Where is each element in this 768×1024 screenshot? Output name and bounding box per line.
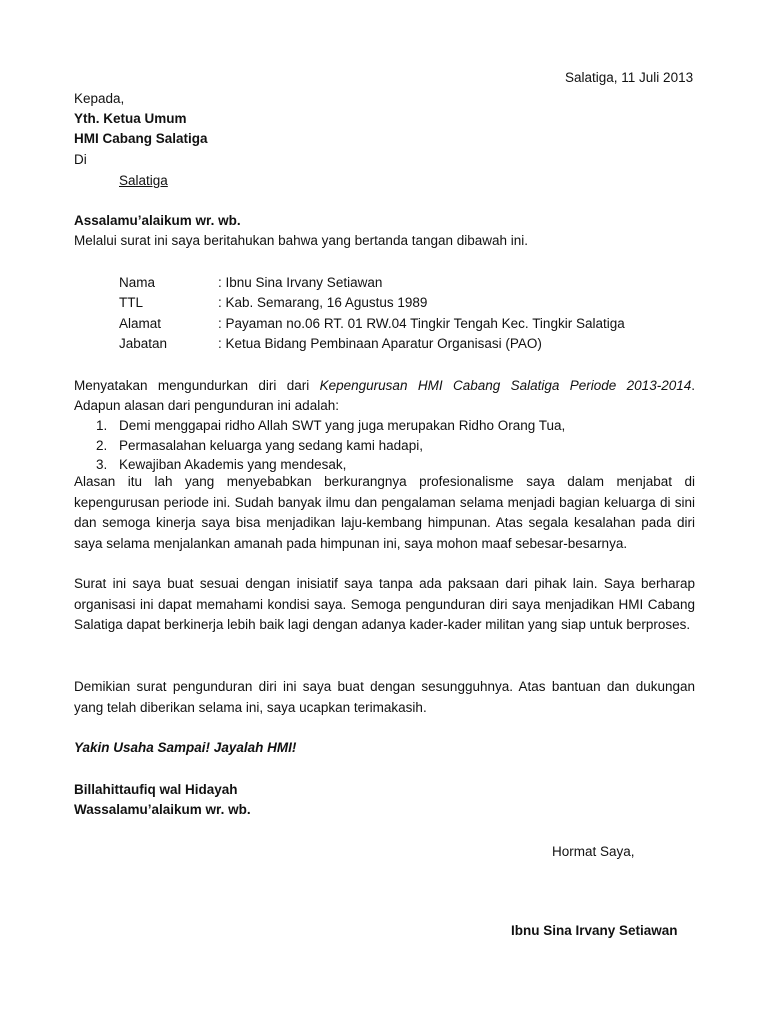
reason-item xyxy=(96,416,565,436)
reason-text: Kewajiban Akademis yang mendesak, xyxy=(119,457,347,472)
addressee-yth: Yth. Ketua Umum xyxy=(74,111,187,126)
reason-text: Permasalahan keluarga yang sedang kami hadapi, xyxy=(119,438,423,453)
reason-text: Demi menggapai ridho Allah SWT yang juga merupakan Ridho Orang Tua, xyxy=(119,418,566,433)
reason-item xyxy=(96,436,423,456)
identity-label: Nama xyxy=(119,275,156,290)
identity-row-ttl xyxy=(119,293,427,313)
addressee-city: Salatiga xyxy=(119,173,168,188)
identity-value: : Kab. Semarang, 16 Agustus 1989 xyxy=(218,295,428,310)
identity-value: : Ibnu Sina Irvany Setiawan xyxy=(218,275,383,290)
signer-name: Ibnu Sina Irvany Setiawan xyxy=(511,923,678,938)
signoff: Hormat Saya, xyxy=(552,844,635,859)
statement-post: . xyxy=(691,378,695,393)
body-paragraph-1: Alasan itu lah yang menyebabkan berkurangnya profesionalisme saya dalam menjabat di kepengurusan periode ini. Sudah banyak ilmu dan pengalaman selama menjadi bagian keluarga di sini dan semoga kinerja saya bisa menjadikan laju-kembang himpunan. Atas segala kesalahan pada diri saya selama menjalankan amanah pada himpunan ini, saya mohon maaf sebesar-besarnya. xyxy=(74,474,695,551)
statement-reasons-intro: Adapun alasan dari pengunduran ini adalah: xyxy=(74,398,339,413)
statement-period: Kepengurusan HMI Cabang Salatiga Periode 2013-2014 xyxy=(319,378,692,393)
reason-number: 1. xyxy=(96,418,108,433)
identity-row-name xyxy=(119,273,382,293)
statement-line xyxy=(74,376,695,396)
identity-label: Jabatan xyxy=(119,336,168,351)
closing-line-2: Wassalamu’alaikum wr. wb. xyxy=(74,802,251,817)
addressee-to: Kepada, xyxy=(74,91,125,106)
intro-text: Melalui surat ini saya beritahukan bahwa yang bertanda tangan dibawah ini. xyxy=(74,233,529,248)
identity-value: : Ketua Bidang Pembinaan Aparatur Organisasi (PAO) xyxy=(218,336,542,351)
identity-row-jabatan xyxy=(119,334,542,354)
addressee-org: HMI Cabang Salatiga xyxy=(74,131,208,146)
greeting: Assalamu’alaikum wr. wb. xyxy=(74,213,241,228)
closing-line-1: Billahittaufiq wal Hidayah xyxy=(74,782,238,797)
place-date: Salatiga, 11 Juli 2013 xyxy=(565,70,694,85)
body-paragraph-2: Surat ini saya buat sesuai dengan inisiatif saya tanpa ada paksaan dari pihak lain. Saya berharap organisasi ini dapat memahami kondisi saya. Semoga pengunduran diri saya menjadikan HMI Cabang Salatiga dapat berkinerja lebih baik lagi dengan adanya kader-kader militan yang siap untuk berproses. xyxy=(74,576,695,633)
reason-number: 2. xyxy=(96,438,108,453)
identity-label: Alamat xyxy=(119,316,162,331)
identity-row-alamat xyxy=(119,314,625,334)
motto: Yakin Usaha Sampai! Jayalah HMI! xyxy=(74,740,297,755)
addressee-di: Di xyxy=(74,152,87,167)
reason-number: 3. xyxy=(96,457,108,472)
identity-value: : Payaman no.06 RT. 01 RW.04 Tingkir Tengah Kec. Tingkir Salatiga xyxy=(218,316,625,331)
statement-pre: Menyatakan mengundurkan diri dari xyxy=(74,378,320,393)
identity-label: TTL xyxy=(119,295,144,310)
body-paragraph-3: Demikian surat pengunduran diri ini saya buat dengan sesungguhnya. Atas bantuan dan dukungan yang telah diberikan selama ini, saya ucapkan terimakasih. xyxy=(74,679,695,715)
